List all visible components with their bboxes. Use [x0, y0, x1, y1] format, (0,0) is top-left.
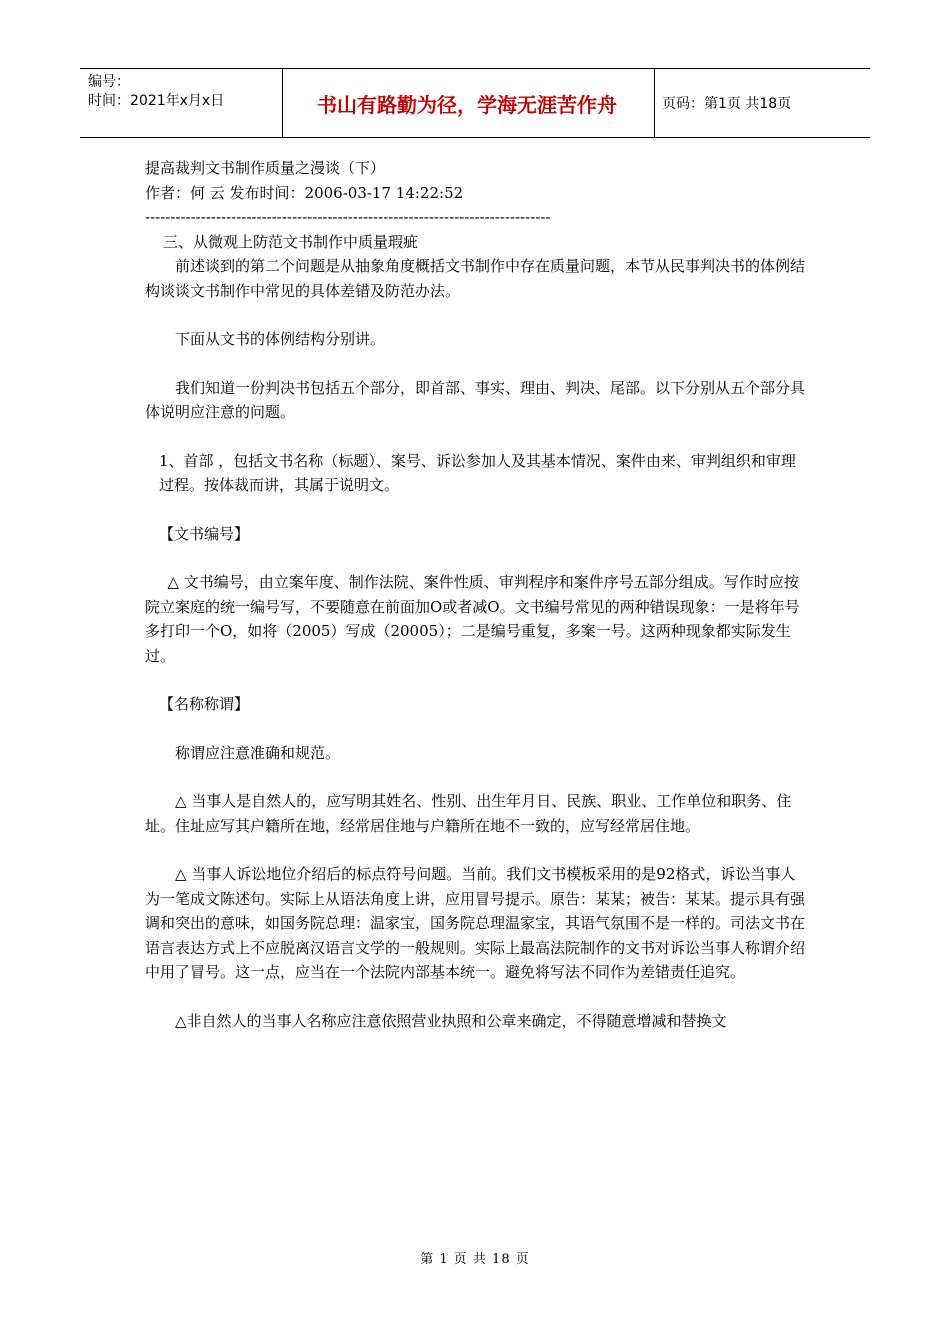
paragraph: 称谓应注意准确和规范。 [175, 743, 341, 762]
header-number-label: 编号： [88, 74, 130, 90]
paragraph: △ 当事人诉讼地位介绍后的标点符号问题。当前。我们文书模板采用的是92格式，诉讼当事人为一笔成文陈述句。实际上从语法角度上讲，应用冒号提示。原告：某某；被告：某某。提示具有强调和突出的意味，如国务院总理：温家宝，国务院总理温家宝，其语气氛围不是一样的。司法文书在语言表达方式上不应脱离汉语言文学的一般规则。实际上最高法院制作的文书对诉讼当事人称谓介绍中用了冒号。这一点，应当在一个法院内部基本统一。避免将写法不同作为差错责任追究。 [145, 865, 806, 981]
paragraph: △非自然人的当事人名称应注意依照营业执照和公章来确定，不得随意增减和替换文 [175, 1011, 727, 1030]
paragraph: △ 文书编号，由立案年度、制作法院、案件性质、审判程序和案件序号五部分组成。写作时应按院立案庭的统一编号写，不要随意在前面加O或者减O。文书编号常见的两种错误现象：一是将年号多打印一个O，如将（2005）写成（20005）；二是编号重复，多案一号。这两种现象都实际发生过。 [145, 573, 800, 665]
header-divider-right [654, 69, 655, 137]
page-footer: 第 1 页 共 18 页 [420, 1252, 530, 1267]
article-title: 提高裁判文书制作质量之漫谈（下） [145, 159, 386, 177]
paragraph: △ 当事人是自然人的，应写明其姓名、性别、出生年月日、民族、职业、工作单位和职务、住址。住址应写其户籍所在地，经常居住地与户籍所在地不一致的，应写经常居住地。 [145, 792, 792, 835]
page-header [80, 68, 870, 138]
header-motto: 书山有路勤为径，学海无涯苦作舟 [317, 92, 617, 117]
paragraph: 我们知道一份判决书包括五个部分，即首部、事实、理由、判决、尾部。以下分别从五个部分具体说明应注意的问题。 [145, 378, 806, 421]
separator-line: -------------------------------------------------------------------------------- [145, 208, 551, 226]
subheading-document-number: 【文书编号】 [159, 524, 250, 543]
header-time-label: 时间：2021年x月x日 [88, 93, 225, 109]
paragraph: 前述谈到的第二个问题是从抽象角度概括文书制作中存在质量问题，本节从民事判决书的体例结构谈谈文书制作中常见的具体差错及防范办法。 [145, 257, 806, 300]
subheading-name-title: 【名称称谓】 [159, 695, 250, 713]
header-meta [88, 73, 224, 111]
paragraph: 下面从文书的体例结构分别讲。 [175, 330, 386, 348]
article-meta: 作者：何 云 发布时间：2006-03-17 14:22:52 [145, 183, 464, 202]
paragraph: 1、首部 ，包括文书名称（标题）、案号、诉讼参加人及其基本情况、案件由来、审判组织和审理过程。按体裁而讲，其属于说明文。 [159, 451, 796, 494]
header-page-info: 页码：第1页 共18页 [662, 96, 792, 112]
article-body [145, 156, 810, 1033]
section-heading: 三、从微观上防范文书制作中质量瑕疵 [163, 232, 419, 251]
